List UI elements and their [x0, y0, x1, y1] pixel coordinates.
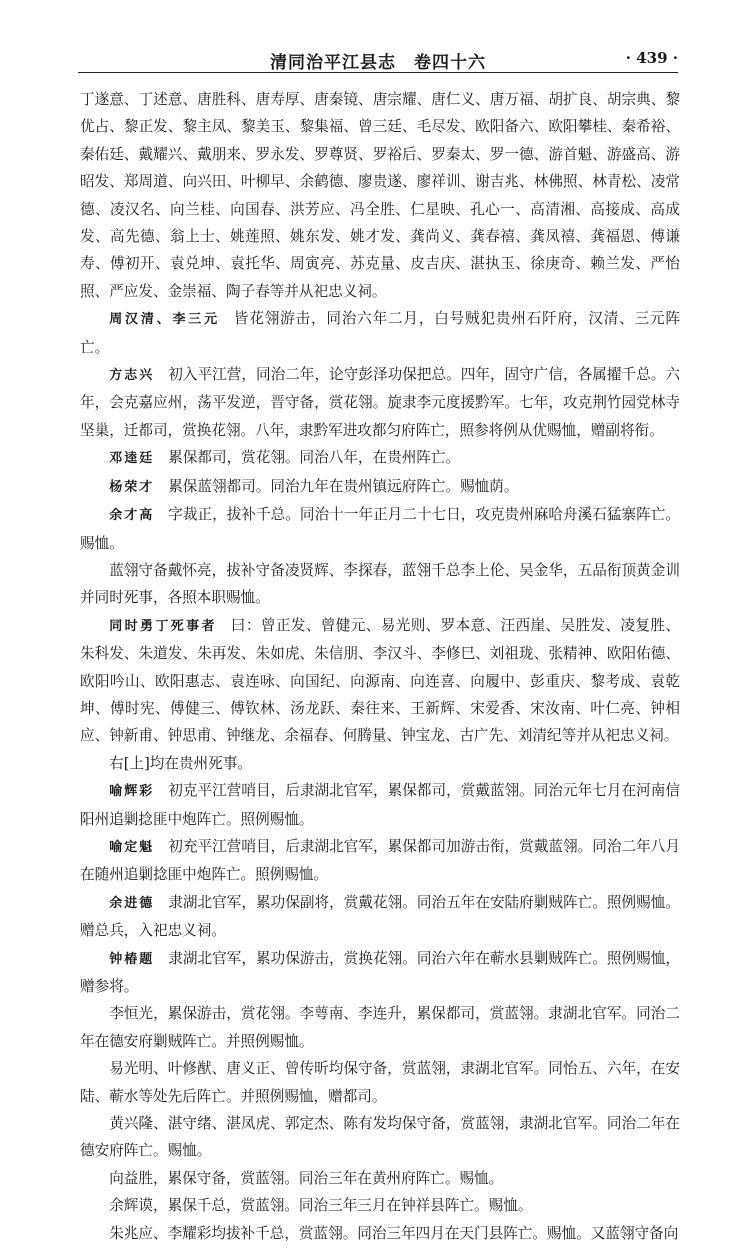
paragraph [80, 473, 680, 501]
paragraph-text: 黄兴隆、湛守绪、湛凤虎、郭定杰、陈有发均保守备，赏蓝翎，隶湖北官军。同治二年在德安府阵亡。赐恤。 [80, 1115, 680, 1160]
person-name: 喻定魁 [109, 839, 155, 855]
paragraph-text: 李恒光，累保游击，赏花翎。李萼南、李连升，累保都司，赏蓝翎。隶湖北官军。同治二年在德安府剿贼阵亡。并照例赐恤。 [80, 1005, 680, 1050]
paragraph-text: 蓝翎守备戴怀亮，拔补守备凌贤辉、李探春，蓝翎千总李上伦、吴金华，五品衔顶黄金训并同时死事，各照本职赐恤。 [80, 561, 680, 607]
person-name: 周汉清、李三元 [109, 312, 220, 328]
person-name: 钟椿题 [109, 951, 155, 967]
paragraph-text: 皆花翎游击，同治六年二月，白号贼犯贵州石阡府，汉清、三元阵亡。 [80, 310, 680, 356]
paragraph [80, 1192, 680, 1219]
person-name: 杨荣才 [109, 479, 155, 495]
paragraph [80, 750, 680, 777]
paragraph-text: 余辉谟，累保千总，赏蓝翎。同治三年三月在钟祥县阵亡。赐恤。 [109, 1197, 533, 1215]
paragraph-text: 丁遂意、丁述意、唐胜科、唐寿厚、唐秦镜、唐宗耀、唐仁义、唐万福、胡扩良、胡宗典、黎优占、黎正发、黎主凤、黎美玉、黎集福、曾三廷、毛尽发、欧阳备六、欧阳攀桂、秦希裕、秦佑廷、戴耀兴、戴朋来、罗永发、罗尊贤、罗裕后、罗秦太、罗一德、游首魁、游盛高、游昭发、郑周道、向兴田、叶柳早、余鹤德、廖贵遂、廖祥训、谢吉兆、林佛照、林青松、凌常德、凌汉名、向兰桂、向国春、洪芳应、冯全胜、仁星映、孔心一、高清湘、高接成、高成发、高先德、翁上士、姚莲照、姚东发、姚才发、龚尚义、龚春禧、龚凤禧、龚福恩、傅谦寿、傅初开、袁兑坤、袁托华、周寅亮、苏克量、皮吉庆、湛执玉、徐庚奇、赖兰发、严怡照、严应发、金崇福、陶子春等并从祀忠义祠。 [80, 91, 680, 300]
paragraph [80, 1055, 680, 1110]
header-title: 清同治平江县志 卷四十六 [270, 53, 486, 73]
paragraph [80, 305, 680, 361]
paragraph [80, 1000, 680, 1055]
paragraph-text: 隶湖北官军，累功保游击，赏换花翎。同治六年在蕲水县剿贼阵亡。照例赐恤，赠参将。 [80, 949, 680, 995]
paragraph-text: 累保蓝翎都司。同治九年在贵州镇远府阵亡。赐恤荫。 [168, 477, 519, 495]
paragraph-text: 向益胜，累保守备，赏蓝翎。同治三年在黄州府阵亡。赐恤。 [109, 1169, 504, 1187]
paragraph [80, 612, 680, 750]
paragraph [80, 1165, 680, 1192]
page-header [78, 38, 678, 73]
paragraph [80, 777, 680, 833]
paragraph-text: 易光明、叶修猷、唐义正、曾传昕均保守备，赏蓝翎，隶湖北官军。同怡五、六年，在安陆、蕲水等处先后阵亡。并照例赐恤，赠都司。 [80, 1060, 680, 1105]
paragraph-text: 初克平江营哨目，后隶湖北官军，累保都司，赏戴蓝翎。同治元年七月在河南信阳州追剿捻匪中炮阵亡。照例赐恤。 [80, 782, 680, 828]
person-name: 方志兴 [109, 368, 155, 384]
paragraph [80, 1220, 680, 1247]
paragraph [80, 889, 680, 945]
paragraph-text: 曰：曾正发、曾健元、易光则、罗本意、汪西崖、吴胜发、凌复胜、朱科发、朱道发、朱再发、朱如虎、朱信朋、李汉斗、李修巳、刘祖珑、张精神、欧阳佑德、欧阳吟山、欧阳惠志、袁连咏、向国纪、向源南、向连喜、向履中、彭重庆、黎考成、袁乾坤、傅时宪、傅健三、傅钦林、汤龙跃、秦往来、王新辉、宋爱香、宋汝南、叶仁亮、钟相应、钟新甫、钟思甫、钟继龙、余福春、何腾量、钟宝龙、古广先、刘清纪等并从祀忠义祠。 [80, 616, 680, 745]
person-name: 邓逵廷 [109, 451, 155, 467]
paragraph [80, 557, 680, 612]
person-name: 喻辉彩 [109, 784, 155, 800]
paragraph [80, 945, 680, 1001]
paragraph [80, 444, 680, 472]
paragraph [80, 1110, 680, 1165]
paragraph-text: 朱兆应、李耀彩均拔补千总，赏蓝翎。同治三年四月在天门县阵亡。赐恤。又蓝翎守备向 [109, 1224, 679, 1242]
paragraph [80, 501, 680, 557]
person-name: 余才高 [109, 508, 155, 524]
paragraph-text: 隶湖北官军，累功保副将，赏戴花翎。同治五年在安陆府剿贼阵亡。照例赐恤。赠总兵，入祀忠义祠。 [80, 893, 680, 940]
paragraph-text: 右[上]均在贵州死事。 [109, 754, 252, 772]
paragraph-text: 字裁正，拔补千总。同治十一年正月二十七日，攻克贵州麻哈舟溪石猛寨阵亡。赐恤。 [80, 506, 680, 552]
person-name: 余进德 [109, 895, 155, 911]
paragraph-text: 初充平江营哨目，后隶湖北官军，累保都司加游击衔，赏戴蓝翎。同治二年八月在随州追剿捻匪中炮阵亡。照例赐恤。 [80, 837, 680, 884]
person-name: 同时勇丁死事者 [109, 618, 217, 634]
paragraph [80, 361, 680, 444]
paragraph-text: 累保都司，赏花翎。同治八年，在贵州阵亡。 [168, 449, 461, 467]
paragraph [80, 833, 680, 889]
page-number: · 439 · [625, 49, 678, 67]
paragraph [80, 86, 680, 305]
paragraph-text: 初入平江营，同治二年，论守彭泽功保把总。四年，固守广信，各属擢千总。六年，会克嘉应州，荡平发逆，晋守备，赏花翎。旋隶李元度援黔军。七年，攻克荆竹园党林寺坚巢，迁都司，赏换花翎。八年，隶黔军进攻都匀府阵亡，照参将例从优赐恤，赠副将衔。 [80, 366, 680, 439]
document-body [80, 86, 680, 1242]
